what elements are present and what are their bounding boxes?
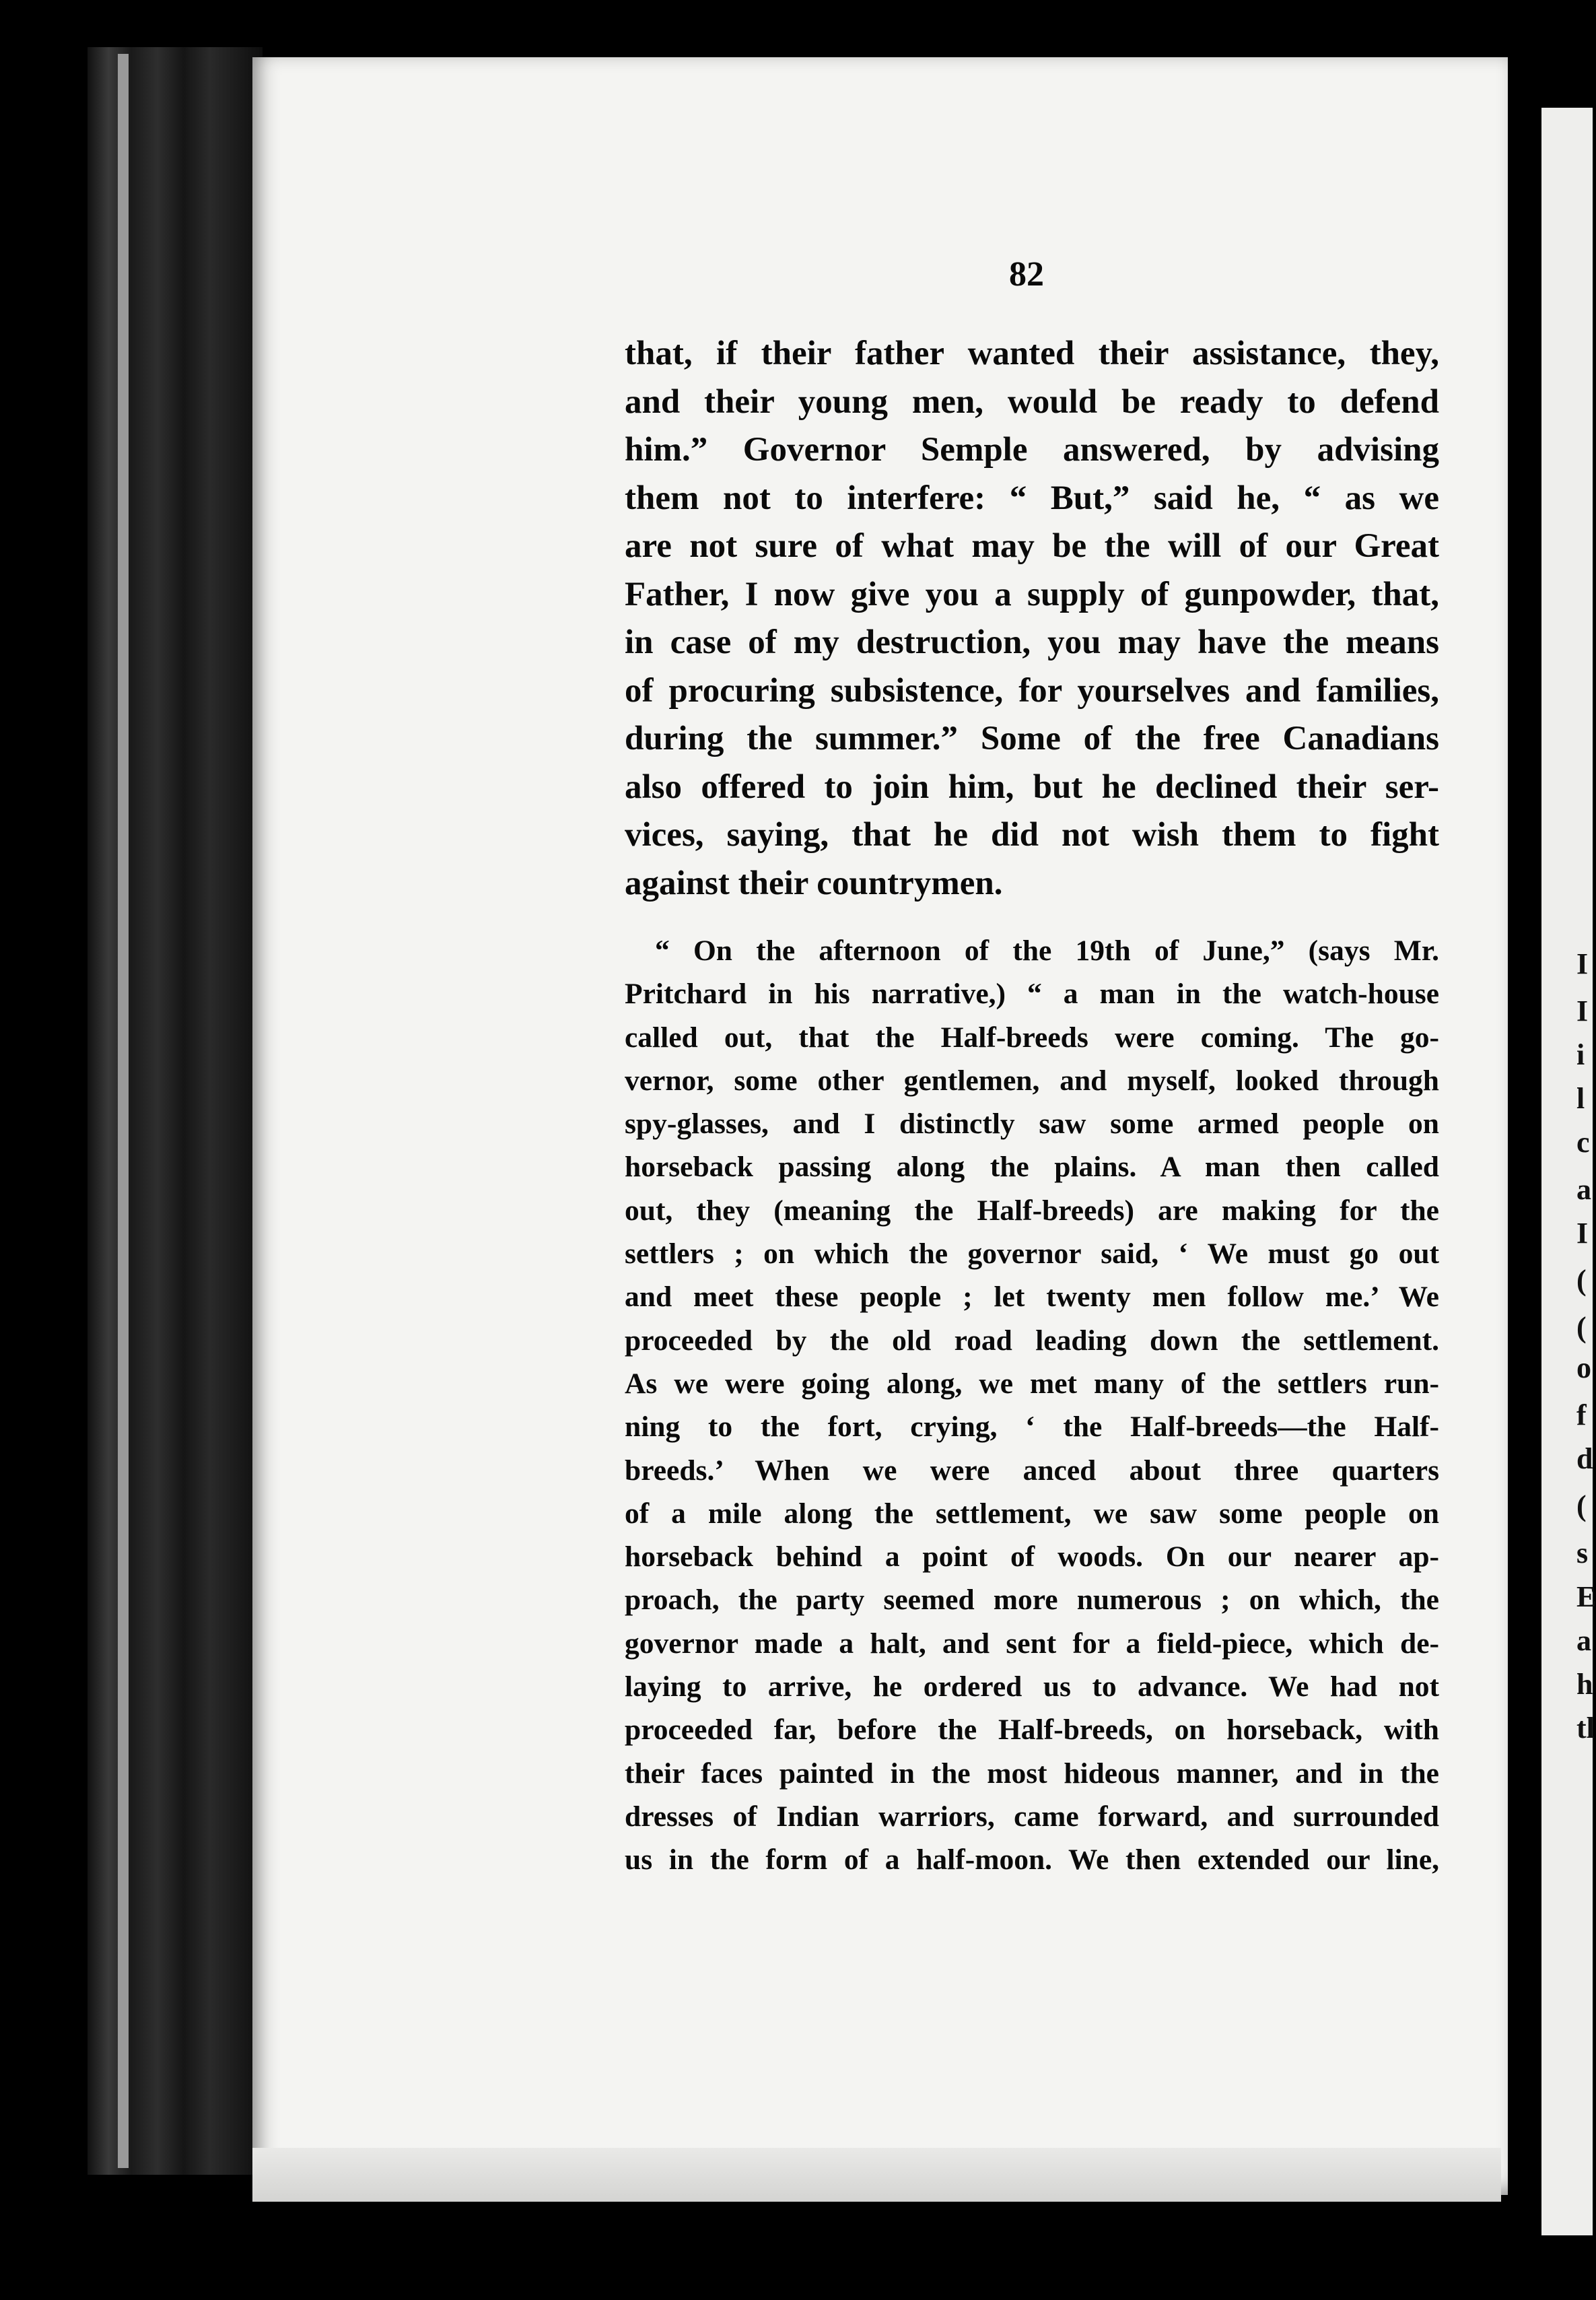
text-line: him.” Governor Semple answered, by advising (625, 431, 1439, 469)
text-line: of a mile along the settlement, we saw some people on (625, 1497, 1439, 1530)
text-line: also offered to join him, but he declined their ser- (625, 768, 1439, 806)
facing-page-fragment: l (1576, 1082, 1585, 1115)
page-bottom-edge (252, 2148, 1501, 2202)
text-line: vernor, some other gentlemen, and myself, looked through (625, 1064, 1439, 1097)
text-line: called out, that the Half-breeds were coming. The go- (625, 1021, 1439, 1054)
facing-page-fragment: ( (1576, 1264, 1587, 1297)
text-line: breeds.’ When we were anced about three quarters (625, 1454, 1439, 1487)
text-line: settlers ; on which the governor said, ‘ We must go out (625, 1238, 1439, 1271)
facing-page-fragment: ( (1576, 1489, 1587, 1522)
book-spine (88, 47, 263, 2175)
text-line: dresses of Indian warriors, came forward, and surrounded (625, 1800, 1439, 1833)
page-number: 82 (1009, 255, 1044, 294)
text-line: Pritchard in his narrative,) “ a man in the watch-house (625, 978, 1439, 1011)
facing-page-fragment: tl (1576, 1712, 1595, 1745)
facing-page-fragment: i (1576, 1038, 1585, 1071)
facing-page-fragment: h (1576, 1668, 1593, 1701)
paragraph-2 (625, 929, 1439, 1882)
facing-page-fragment: a (1576, 1173, 1591, 1206)
text-line: Father, I now give you a supply of gunpowder, that, (625, 575, 1439, 613)
text-line: out, they (meaning the Half-breeds) are making for the (625, 1194, 1439, 1227)
facing-page-fragment: d (1576, 1442, 1593, 1475)
text-line: “ On the afternoon of the 19th of June,” (says Mr. (655, 935, 1439, 967)
text-line: their faces painted in the most hideous manner, and in the (625, 1757, 1439, 1790)
text-line: vices, saying, that he did not wish them to fight (625, 816, 1439, 854)
facing-page-fragment: I (1576, 1217, 1589, 1250)
text-line: and meet these people ; let twenty men follow me.’ We (625, 1281, 1439, 1314)
paragraph-1 (625, 330, 1439, 908)
text-line: As we were going along, we met many of the settlers run- (625, 1367, 1439, 1400)
facing-page-fragment: o (1576, 1351, 1591, 1384)
text-line: that, if their father wanted their assistance, they, (625, 335, 1439, 372)
text-line: them not to interfere: “ But,” said he, “ as we (625, 479, 1439, 517)
text-line: in case of my destruction, you may have the means (625, 623, 1439, 661)
text-line: horseback behind a point of woods. On our nearer ap- (625, 1541, 1439, 1574)
text-line: against their countrymen. (625, 864, 1003, 902)
text-line: proach, the party seemed more numerous ; on which, the (625, 1584, 1439, 1617)
facing-page-fragment: I (1576, 947, 1589, 980)
book-edge-strip (118, 54, 129, 2168)
text-line: horseback passing along the plains. A man then called (625, 1151, 1439, 1184)
facing-page-fragment: E (1576, 1580, 1596, 1613)
facing-page-fragment: c (1576, 1126, 1590, 1159)
facing-page-fragment: ( (1576, 1311, 1587, 1344)
text-line: are not sure of what may be the will of our Great (625, 527, 1439, 565)
facing-page-edge (1541, 108, 1593, 2235)
text-line: governor made a halt, and sent for a field-piece, which de- (625, 1627, 1439, 1660)
text-line: proceeded by the old road leading down the settlement. (625, 1324, 1439, 1357)
facing-page-fragment: a (1576, 1624, 1591, 1657)
text-line: laying to arrive, he ordered us to advance. We had not (625, 1670, 1439, 1703)
text-line: proceeded far, before the Half-breeds, on horseback, with (625, 1714, 1439, 1747)
text-line: spy-glasses, and I distinctly saw some armed people on (625, 1108, 1439, 1141)
text-line: of procuring subsistence, for yourselves and families, (625, 671, 1439, 710)
facing-page-fragment: s (1576, 1536, 1589, 1569)
text-line: during the summer.” Some of the free Canadians (625, 720, 1439, 757)
facing-page-fragment: I (1576, 994, 1589, 1027)
text-line: ning to the fort, crying, ‘ the Half-breeds—the Half- (625, 1411, 1439, 1444)
facing-page-fragment: f (1576, 1398, 1587, 1431)
text-line: us in the form of a half-moon. We then extended our line, (625, 1844, 1439, 1876)
text-line: and their young men, would be ready to defend (625, 382, 1439, 421)
